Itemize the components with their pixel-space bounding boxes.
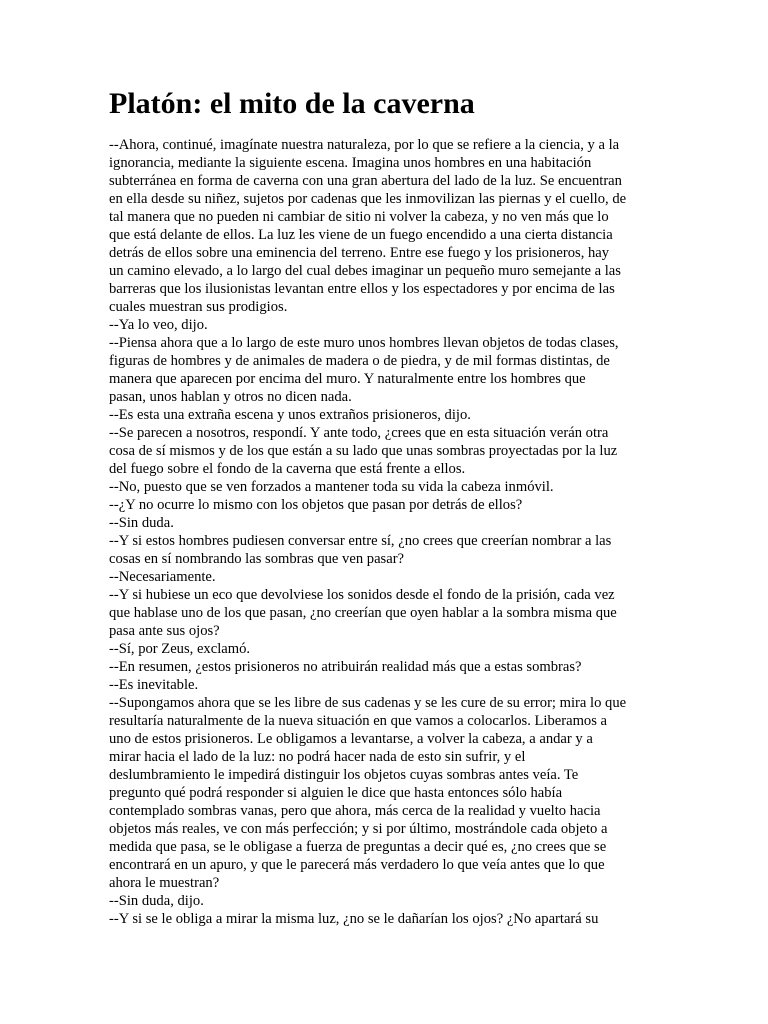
text-line: --Sí, por Zeus, exclamó. — [109, 641, 251, 657]
text-line: contemplado sombras vanas, pero que ahora, más cerca de la realidad y vuelto hacia — [109, 803, 601, 819]
text-line: barreras que los ilusionistas levantan entre ellos y los espectadores y por encima de las — [109, 281, 615, 297]
text-line: encontrará en un apuro, y que le parecerá más verdadero lo que veía antes que lo que — [109, 857, 605, 873]
text-line: --Supongamos ahora que se les libre de sus cadenas y se les cure de su error; mira lo que — [109, 695, 627, 711]
text-line: que está delante de ellos. La luz les viene de un fuego encendido a una cierta distancia — [109, 227, 613, 243]
text-line: del fuego sobre el fondo de la caverna que está frente a ellos. — [109, 461, 466, 477]
text-line: --Piensa ahora que a lo largo de este muro unos hombres llevan objetos de todas clases, — [109, 335, 619, 351]
text-line: que hablase uno de los que pasan, ¿no creerían que oyen hablar a la sombra misma que — [109, 605, 617, 621]
text-line: --Y si se le obliga a mirar la misma luz, ¿no se le dañarían los ojos? ¿No apartará su — [109, 911, 599, 927]
text-line: manera que aparecen por encima del muro. Y naturalmente entre los hombres que — [109, 371, 586, 387]
text-line: --Se parecen a nosotros, respondí. Y ante todo, ¿crees que en esta situación verán otra — [109, 425, 609, 441]
text-line: --Es inevitable. — [109, 677, 199, 693]
text-line: detrás de ellos sobre una eminencia del terreno. Entre ese fuego y los prisioneros, hay — [109, 245, 610, 261]
text-line: subterránea en forma de caverna con una gran abertura del lado de la luz. Se encuentran — [109, 173, 622, 189]
text-line: --Y si estos hombres pudiesen conversar entre sí, ¿no crees que creerían nombrar a las — [109, 533, 612, 549]
text-line: --No, puesto que se ven forzados a mantener toda su vida la cabeza inmóvil. — [109, 479, 554, 495]
document-title: Platón: el mito de la caverna — [109, 87, 475, 120]
text-line: --Sin duda, dijo. — [109, 893, 204, 909]
document-body — [109, 136, 649, 928]
text-line: figuras de hombres y de animales de madera o de piedra, y de mil formas distintas, de — [109, 353, 610, 369]
text-line: --Sin duda. — [109, 515, 174, 531]
text-line: en ella desde su niñez, sujetos por cadenas que les inmovilizan las piernas y el cuello, de — [109, 191, 627, 207]
text-line: deslumbramiento le impedirá distinguir los objetos cuyas sombras antes veía. Te — [109, 767, 579, 783]
text-line: un camino elevado, a lo largo del cual debes imaginar un pequeño muro semejante a las — [109, 263, 621, 279]
text-line: --Ahora, continué, imagínate nuestra naturaleza, por lo que se refiere a la ciencia, y a la — [109, 137, 620, 153]
text-line: resultaría naturalmente de la nueva situación en que vamos a colocarlos. Liberamos a — [109, 713, 608, 729]
text-line: ahora le muestran? — [109, 875, 220, 891]
text-line: --Y si hubiese un eco que devolviese los sonidos desde el fondo de la prisión, cada vez — [109, 587, 615, 603]
text-line: pasan, unos hablan y otros no dicen nada. — [109, 389, 352, 405]
text-line: pregunto qué podrá responder si alguien le dice que hasta entonces sólo había — [109, 785, 563, 801]
text-line: uno de estos prisioneros. Le obligamos a levantarse, a volver la cabeza, a andar y a — [109, 731, 593, 747]
text-line: --Necesariamente. — [109, 569, 216, 585]
text-line: cosa de sí mismos y de los que están a su lado que unas sombras proyectadas por la luz — [109, 443, 618, 459]
text-line: mirar hacia el lado de la luz: no podrá hacer nada de esto sin sufrir, y el — [109, 749, 526, 765]
text-line: --En resumen, ¿estos prisioneros no atribuirán realidad más que a estas sombras? — [109, 659, 582, 675]
text-line: --Es esta una extraña escena y unos extraños prisioneros, dijo. — [109, 407, 471, 423]
text-line: tal manera que no pueden ni cambiar de sitio ni volver la cabeza, y no ven más que lo — [109, 209, 609, 225]
text-line: objetos más reales, ve con más perfección; y si por último, mostrándole cada objeto a — [109, 821, 608, 837]
text-line: cosas en sí nombrando las sombras que ven pasar? — [109, 551, 405, 567]
text-line: --¿Y no ocurre lo mismo con los objetos que pasan por detrás de ellos? — [109, 497, 523, 513]
text-line: --Ya lo veo, dijo. — [109, 317, 208, 333]
text-line: pasa ante sus ojos? — [109, 623, 220, 639]
text-line: medida que pasa, se le obligase a fuerza de preguntas a decir qué es, ¿no crees que se — [109, 839, 607, 855]
text-line: cuales muestran sus prodigios. — [109, 299, 288, 315]
text-line: ignorancia, mediante la siguiente escena. Imagina unos hombres en una habitación — [109, 155, 592, 171]
